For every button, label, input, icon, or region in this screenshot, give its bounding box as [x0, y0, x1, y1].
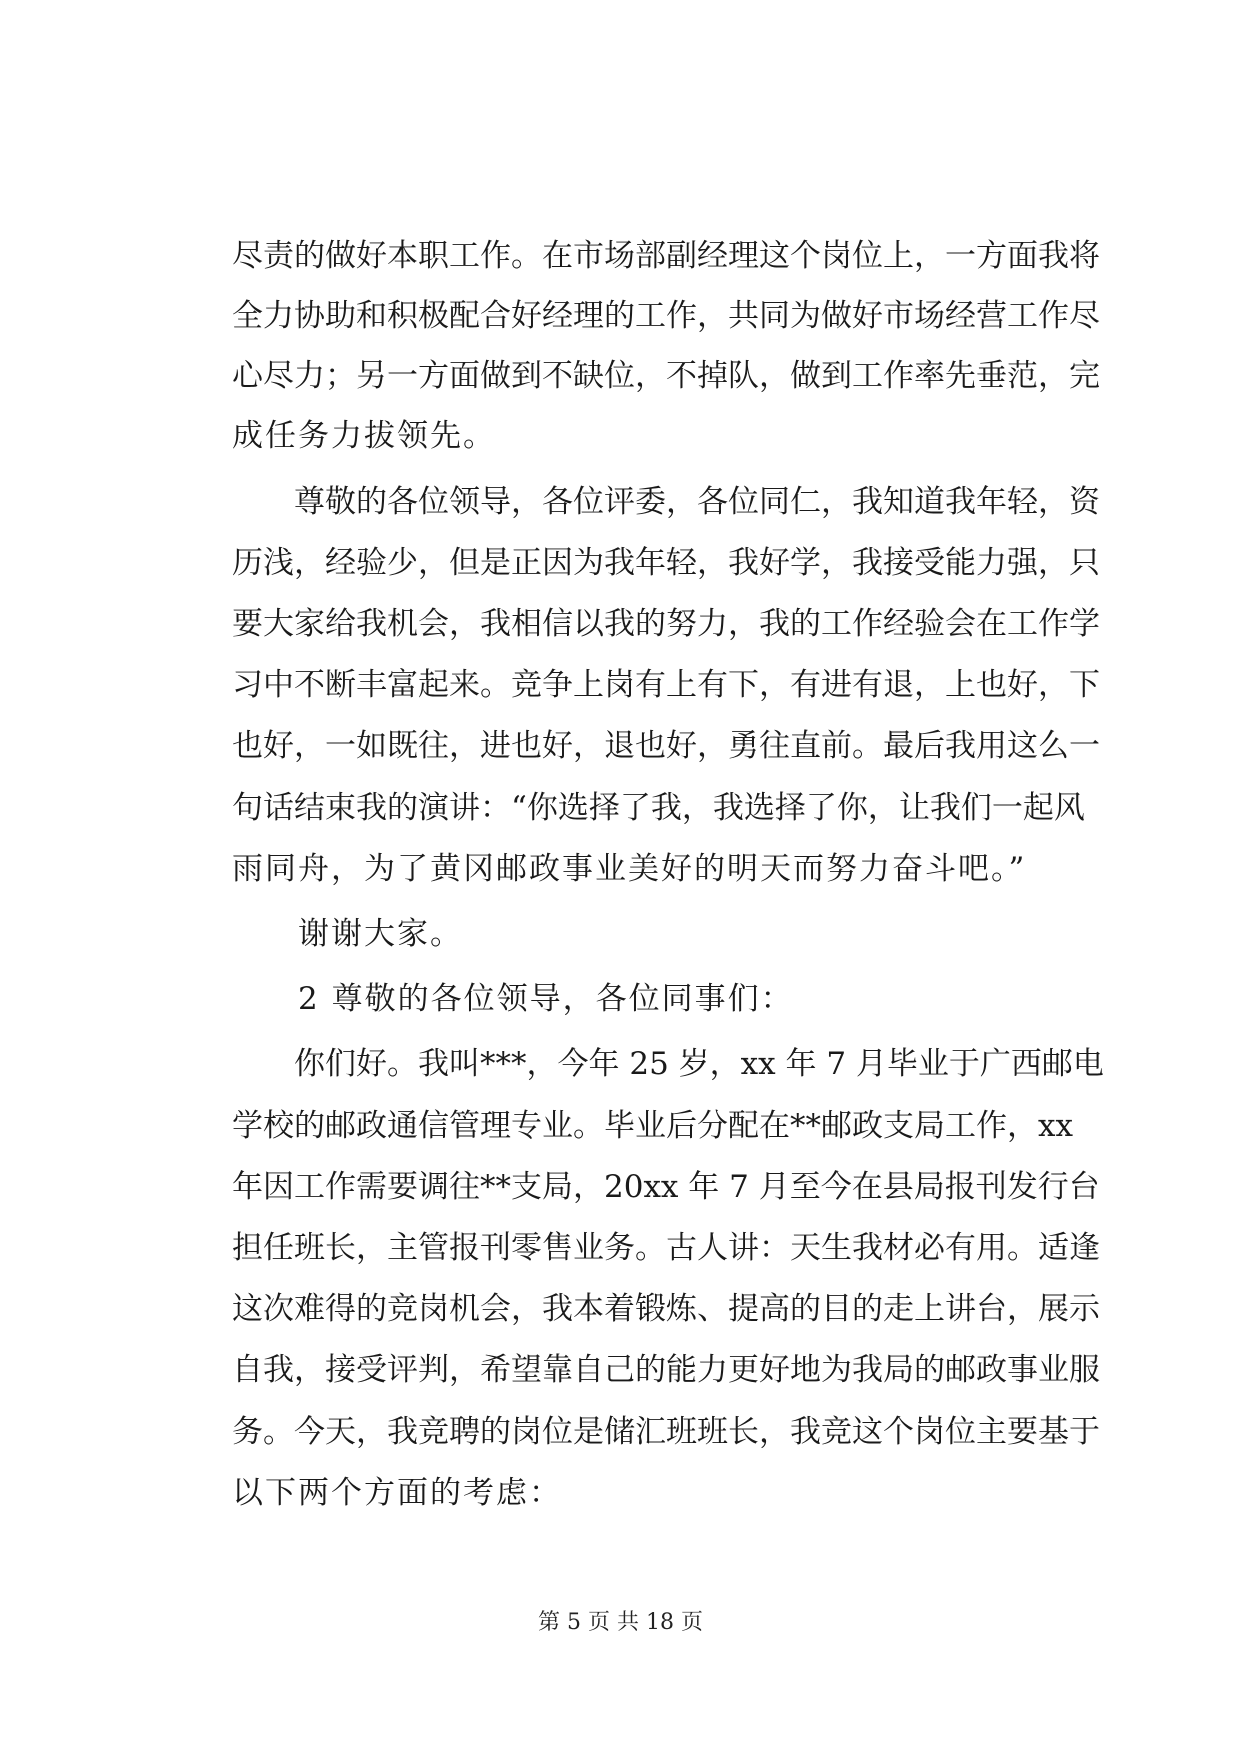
- text-line: 历浅，经验少，但是正因为我年轻，我好学，我接受能力强，只: [232, 545, 1100, 581]
- text-line: 成任务力拔领先。: [232, 418, 496, 454]
- text-line: 自我，接受评判，希望靠自己的能力更好地为我局的邮政事业服: [232, 1352, 1100, 1388]
- text-line: 心尽力；另一方面做到不缺位，不掉队，做到工作率先垂范，完: [232, 358, 1100, 394]
- text-line: 担任班长，主管报刊零售业务。古人讲：天生我材必有用。适逢: [232, 1230, 1100, 1266]
- text-line: 年因工作需要调往**支局，20xx 年 7 月至今在县局报刊发行台: [232, 1169, 1100, 1205]
- text-line: 全力协助和积极配合好经理的工作，共同为做好市场经营工作尽: [232, 298, 1100, 334]
- text-line: 谢谢大家。: [232, 916, 463, 952]
- page-number-footer: 第 5 页 共 18 页: [538, 1610, 703, 1635]
- text-line: 也好，一如既往，进也好，退也好，勇往直前。最后我用这么一: [232, 728, 1100, 764]
- text-line: 你们好。我叫***，今年 25 岁，xx 年 7 月毕业于广西邮电: [232, 1046, 1104, 1082]
- text-line: 尊敬的各位领导，各位评委，各位同仁，我知道我年轻，资: [232, 484, 1100, 520]
- text-line: 要大家给我机会，我相信以我的努力，我的工作经验会在工作学: [232, 606, 1100, 642]
- text-line: 这次难得的竞岗机会，我本着锻炼、提高的目的走上讲台，展示: [232, 1291, 1100, 1327]
- text-line: 2 尊敬的各位领导，各位同事们：: [232, 981, 794, 1017]
- text-line: 句话结束我的演讲：“你选择了我，我选择了你，让我们一起风: [232, 790, 1085, 826]
- text-line: 习中不断丰富起来。竞争上岗有上有下，有进有退，上也好，下: [232, 667, 1100, 703]
- text-line: 雨同舟，为了黄冈邮政事业美好的明天而努力奋斗吧。”: [232, 851, 1027, 887]
- text-line: 以下两个方面的考虑：: [232, 1475, 562, 1511]
- text-line: 务。今天，我竞聘的岗位是储汇班班长，我竞这个岗位主要基于: [232, 1414, 1100, 1450]
- text-line: 学校的邮政通信管理专业。毕业后分配在**邮政支局工作，xx: [232, 1108, 1073, 1144]
- text-line: 尽责的做好本职工作。在市场部副经理这个岗位上，一方面我将: [232, 238, 1100, 274]
